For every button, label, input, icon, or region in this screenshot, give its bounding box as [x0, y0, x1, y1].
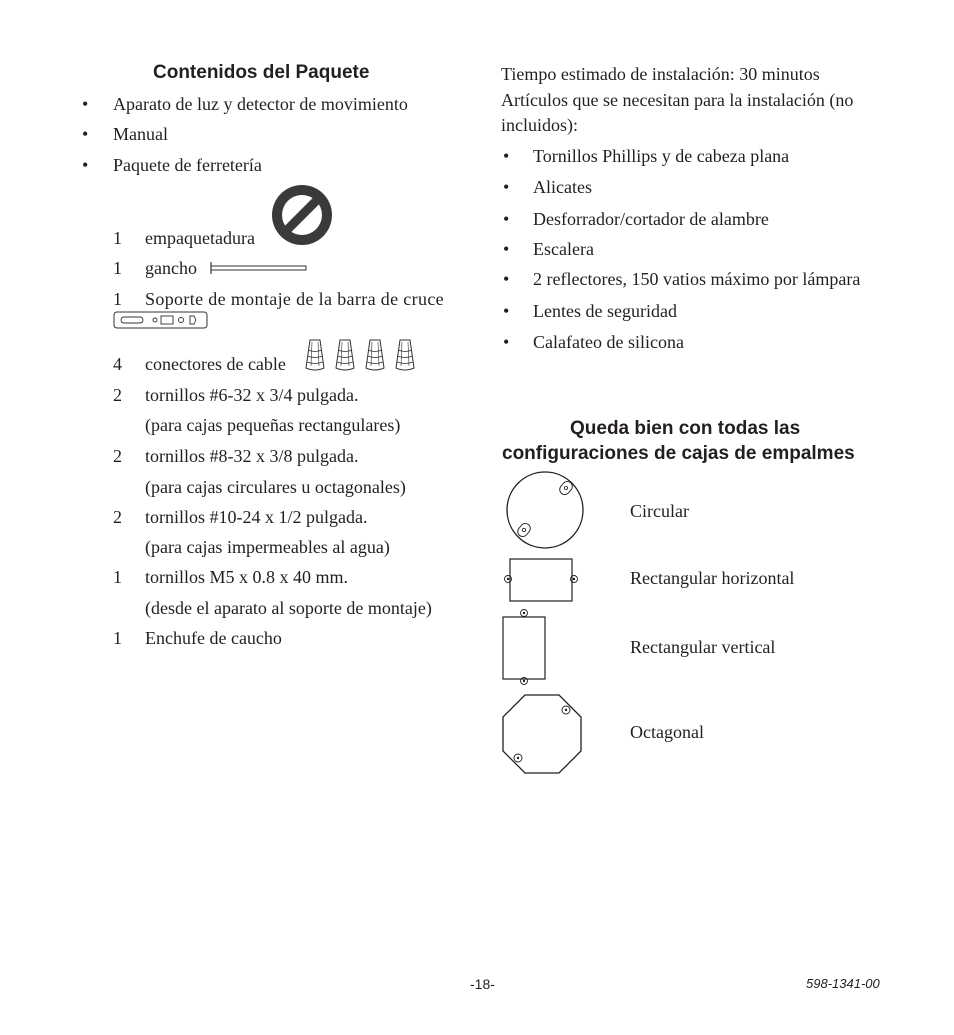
wire-connector-icon: [394, 338, 416, 372]
hardware-item: tornillos #8-32 x 3/8 pulgada.: [145, 446, 359, 466]
hardware-item: empaquetadura: [145, 228, 255, 248]
install-time: Tiempo estimado de instalación: 30 minutos: [501, 64, 820, 84]
wire-connector-icon: [334, 338, 356, 372]
bullet-mark: •: [503, 146, 510, 166]
list-item: Calafateo de silicona: [533, 332, 684, 352]
hardware-item: conectores de cable: [145, 354, 286, 374]
bullet-mark: •: [503, 209, 510, 229]
circular-box-icon: [505, 470, 585, 550]
bullet-mark: •: [503, 301, 510, 321]
document-code: 598-1341-00: [806, 976, 880, 991]
hardware-note: (para cajas circulares u octagonales): [145, 477, 406, 497]
page-number: -18-: [470, 976, 495, 992]
bullet-mark: •: [503, 269, 510, 289]
bullet-mark: •: [82, 155, 89, 175]
hardware-note: (para cajas impermeables al agua): [145, 537, 390, 557]
hardware-qty: 1: [113, 289, 122, 309]
hardware-qty: 1: [113, 258, 122, 278]
hardware-qty: 2: [113, 446, 122, 466]
needed-items-intro: Artículos que se necesitan para la instalación (no: [501, 90, 854, 110]
hardware-item: tornillos #6-32 x 3/4 pulgada.: [145, 385, 359, 405]
box-label: Octagonal: [630, 722, 704, 742]
list-item: Manual: [113, 124, 168, 144]
box-config-heading: Queda bien con todas las: [570, 418, 801, 439]
list-item: Alicates: [533, 177, 592, 197]
contents-heading: Contenidos del Paquete: [153, 62, 370, 83]
box-label: Rectangular vertical: [630, 637, 776, 657]
horizontal-rectangular-box-icon: [500, 558, 582, 602]
hardware-item: Enchufe de caucho: [145, 628, 282, 648]
wire-connector-icon: [304, 338, 326, 372]
hardware-qty: 1: [113, 228, 122, 248]
hardware-item: gancho: [145, 258, 197, 278]
hardware-qty: 2: [113, 507, 122, 527]
hardware-qty: 1: [113, 567, 122, 587]
hook-icon: [209, 261, 309, 275]
octagonal-box-icon: [501, 693, 583, 775]
box-label: Rectangular horizontal: [630, 568, 795, 588]
hardware-qty: 4: [113, 354, 122, 374]
bullet-mark: •: [503, 239, 510, 259]
hardware-item: Soporte de montaje de la barra de cruce: [145, 289, 445, 309]
bullet-mark: •: [503, 332, 510, 352]
wire-connector-icon: [364, 338, 386, 372]
box-config-heading-line2: configuraciones de cajas de empalmes: [502, 443, 855, 464]
list-item: Lentes de seguridad: [533, 301, 677, 321]
list-item: Paquete de ferretería: [113, 155, 262, 175]
list-item: Aparato de luz y detector de movimiento: [113, 94, 408, 114]
box-label: Circular: [630, 501, 689, 521]
hardware-note: (desde el aparato al soporte de montaje): [145, 598, 432, 618]
bullet-mark: •: [503, 177, 510, 197]
list-item: Escalera: [533, 239, 594, 259]
bullet-mark: •: [82, 94, 89, 114]
list-item: Desforrador/cortador de alambre: [533, 209, 769, 229]
needed-items-intro-cont: incluidos):: [501, 115, 578, 135]
vertical-rectangular-box-icon: [501, 605, 547, 689]
crossbar-bracket-icon: [113, 310, 209, 330]
bullet-mark: •: [82, 124, 89, 144]
hardware-qty: 2: [113, 385, 122, 405]
hardware-item: tornillos #10-24 x 1/2 pulgada.: [145, 507, 368, 527]
list-item: Tornillos Phillips y de cabeza plana: [533, 146, 790, 166]
list-item: 2 reflectores, 150 vatios máximo por lámpara: [533, 269, 861, 289]
hardware-qty: 1: [113, 628, 122, 648]
hardware-note: (para cajas pequeñas rectangulares): [145, 415, 401, 435]
hardware-item: tornillos M5 x 0.8 x 40 mm.: [145, 567, 349, 587]
gasket-icon: [271, 184, 333, 246]
